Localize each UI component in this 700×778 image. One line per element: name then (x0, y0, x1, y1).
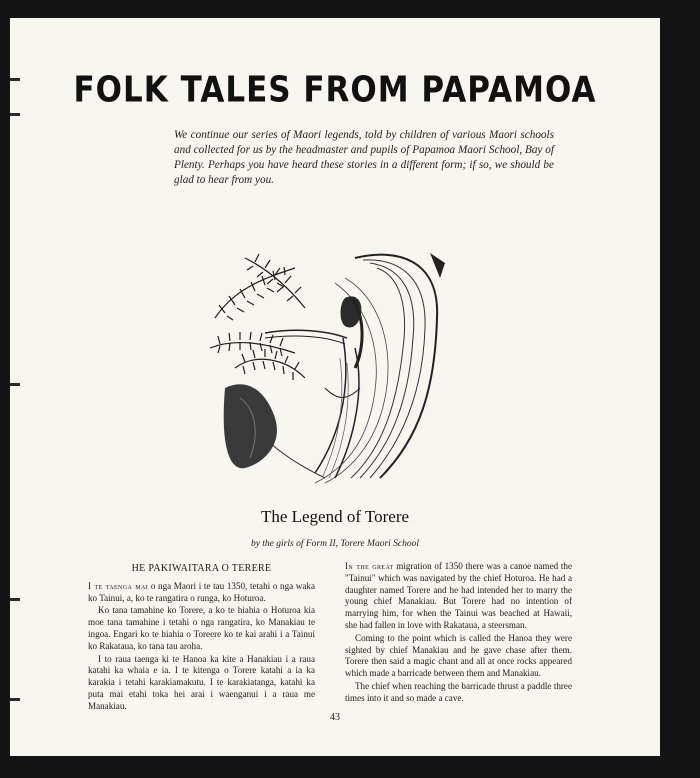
binding-mark (10, 598, 20, 601)
paragraph: In the great migration of 1350 there was a canoe named the "Tainui" which was navigated by the chief Hoturoa. He had a daughter named Torere and he had intended her to marry the young chief Manakiau. But Torere had no intention of marrying him, for when the Tainui was beached at Hawaii, she had fallen in love with Rakataua, a steersman. (345, 561, 572, 630)
binding-mark (10, 113, 20, 116)
lead-in: In the great (345, 561, 394, 571)
illustration-woman-among-ferns (205, 238, 455, 488)
lead-in: I te taenga mai (88, 580, 149, 591)
page-number: 43 (330, 712, 340, 723)
story-byline: by the girls of Form II, Torere Maori School (250, 539, 420, 549)
column-heading: HE PAKIWAITARA O TERERE (131, 563, 272, 574)
paragraph: Ko tana tamahine ko Torere, a ko te hiahia o Hoturoa kia moe tana tamahine i tetahi o nga rangatira, ko Manakiau te ingoa. Engari ko te hiahia o Toreere ko te kai arahi i a Tainui ko Rakataua, ko tana tau aroha. (88, 605, 315, 651)
paragraph: Coming to the point which is called the Hanoa they were sighted by chief Manakiau and he gave chase after them. Torere then said a magic chant and all at once rocks appeared which made a barricade between them and Manakiau. (345, 632, 572, 679)
paragraph: I to raua taenga ki te Hanoa ka kite a Hanakiau i a raua katahi ka whaia e ia. I te kitenga o Torere katahi a ia ka karakia i tetahi karakiamakutu. I te karakiatanga, katahi ka puta mai etahi toka hei arai i waenganui i a raua me Manakiau. (88, 653, 315, 711)
magazine-page (10, 18, 660, 756)
binding-mark (10, 383, 20, 386)
story-title: The Legend of Torere (260, 507, 410, 526)
binding-mark (10, 698, 20, 701)
maori-text-column (88, 561, 315, 714)
english-text-column (345, 561, 572, 706)
paragraph: The chief when reaching the barricade thrust a paddle three times into it and so made a cave. (345, 680, 572, 703)
page-title: FOLK TALES FROM PAPAMOA (73, 69, 597, 111)
intro-paragraph: We continue our series of Maori legends, told by children of various Maori schools and collected for us by the headmaster and pupils of Papamoa Maori School, Bay of Plenty. Perhaps you have heard these stories in a different form; if so, we should be glad to hear from you. (174, 129, 554, 186)
paragraph: I te taenga mai o nga Maori i te tau 1350, tetahi o nga waka ko Tainui, a, ko te rangatira o runga, ko Hoturoa. (88, 580, 315, 603)
